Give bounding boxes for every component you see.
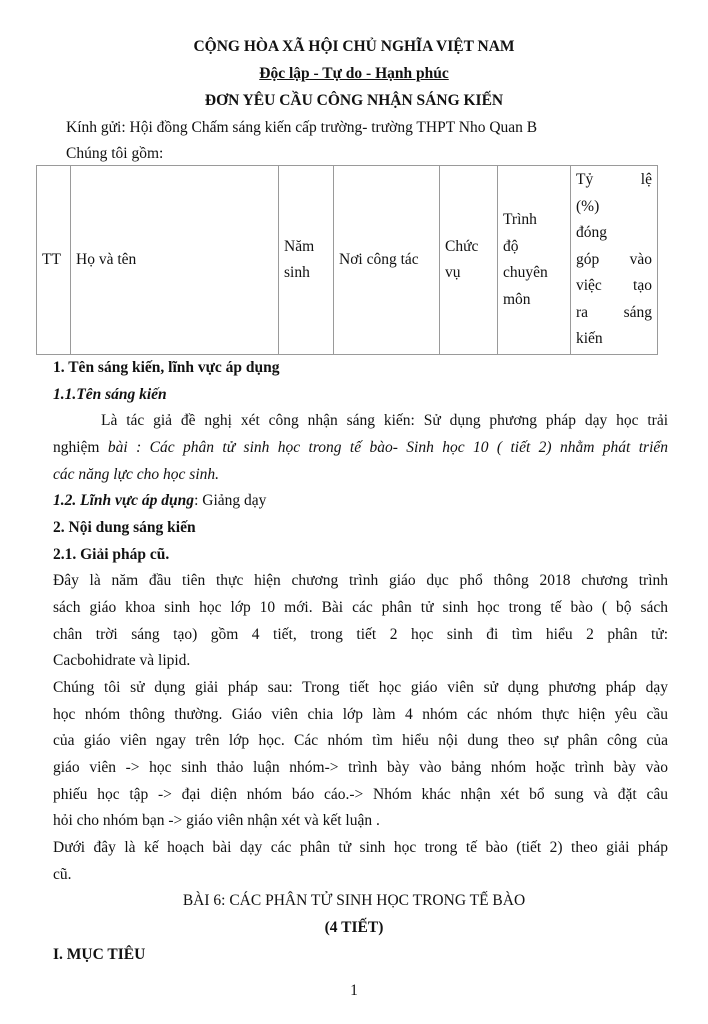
document-title: ĐƠN YÊU CẦU CÔNG NHẬN SÁNG KIẾN — [204, 92, 504, 109]
para1-line2: sách giáo khoa sinh học lớp 10 mới. Bài các phân tử sinh học trong tế bào ( bộ sách — [53, 599, 668, 616]
header-contribution-ratio: Tỷ lệ (%) đóng góp vào việc tạo ra sáng kiến — [571, 166, 658, 355]
members-table — [36, 165, 658, 355]
header-workplace: Nơi công tác — [334, 166, 440, 355]
para1-line1: Đây là năm đầu tiên thực hiện chương trình giáo dục phổ thông 2018 chương trình — [53, 572, 668, 589]
para1-line3: chân trời sáng tạo) gồm 4 tiết, trong tiết 2 học sinh đi tìm hiểu 2 phân tử: — [53, 626, 668, 643]
motto-text: Độc lập - Tự do - Hạnh phúc — [259, 65, 449, 82]
para2-line3: của giáo viên ngay trên lớp học. Các nhóm tìm hiểu nội dung theo sự phân công của — [53, 732, 668, 749]
para1-line4: Cacbohidrate và lipid. — [53, 652, 191, 669]
lesson-title: BÀI 6: CÁC PHÂN TỬ SINH HỌC TRONG TẾ BÀO — [182, 892, 526, 909]
para2-line2: học nhóm thông thường. Giáo viên chia lớp làm 4 nhóm các nhóm thực hiện yêu cầu — [53, 706, 668, 723]
para3-line1: Dưới đây là kế hoạch bài dạy các phân tử sinh học trong tế bào (tiết 2) theo giải pháp — [53, 839, 668, 856]
header-position: Chức vụ — [440, 166, 498, 355]
initiative-name-line1: Là tác giả đề nghị xét công nhận sáng kiến: Sử dụng phương pháp dạy học trải — [101, 412, 668, 429]
objectives-heading: I. MỤC TIÊU — [53, 946, 146, 963]
nation-heading: CỘNG HÒA XÃ HỘI CHỦ NGHĨA VIỆT NAM — [193, 38, 515, 55]
header-name: Họ và tên — [71, 166, 279, 355]
header-tt: TT — [37, 166, 71, 355]
initiative-name-line3: các năng lực cho học sinh. — [53, 466, 219, 483]
section1-heading: 1. Tên sáng kiến, lĩnh vực áp dụng — [53, 359, 280, 376]
para2-line4: giáo viên -> học sinh thảo luận nhóm-> trình bày vào bảng nhóm hoặc trình bày vào — [53, 759, 668, 776]
section2-heading: 2. Nội dung sáng kiến — [53, 519, 196, 536]
initiative-name-line2: nghiệm bài : Các phân tử sinh học trong tế bào- Sinh học 10 ( tiết 2) nhằm phát triển — [53, 439, 668, 456]
para2-line6: hỏi cho nhóm bạn -> giáo viên nhận xét và kết luận . — [53, 812, 380, 829]
header-birth-year: Năm sinh — [279, 166, 334, 355]
table-header-row — [37, 166, 658, 355]
addressee: Kính gửi: Hội đồng Chấm sáng kiến cấp trường- trường THPT Nho Quan B — [66, 119, 538, 136]
para2-line1: Chúng tôi sử dụng giải pháp sau: Trong tiết học giáo viên sử dụng phương pháp dạy — [53, 679, 668, 696]
lesson-periods: (4 TIẾT) — [324, 919, 384, 936]
section1-1-heading: 1.1.Tên sáng kiến — [53, 386, 167, 403]
para3-line2: cũ. — [53, 866, 72, 883]
page-number: 1 — [350, 982, 358, 999]
we-are-label: Chúng tôi gồm: — [66, 145, 164, 162]
motto — [0, 64, 708, 84]
header-qualification: Trình độ chuyên môn — [498, 166, 571, 355]
para2-line5: phiếu học tập -> đại diện nhóm báo cáo.-> Nhóm khác nhận xét bổ sung và đặt câu — [53, 786, 668, 803]
section1-2: 1.2. Lĩnh vực áp dụng: Giảng dạy — [53, 492, 267, 509]
section2-1-heading: 2.1. Giải pháp cũ. — [53, 546, 170, 563]
